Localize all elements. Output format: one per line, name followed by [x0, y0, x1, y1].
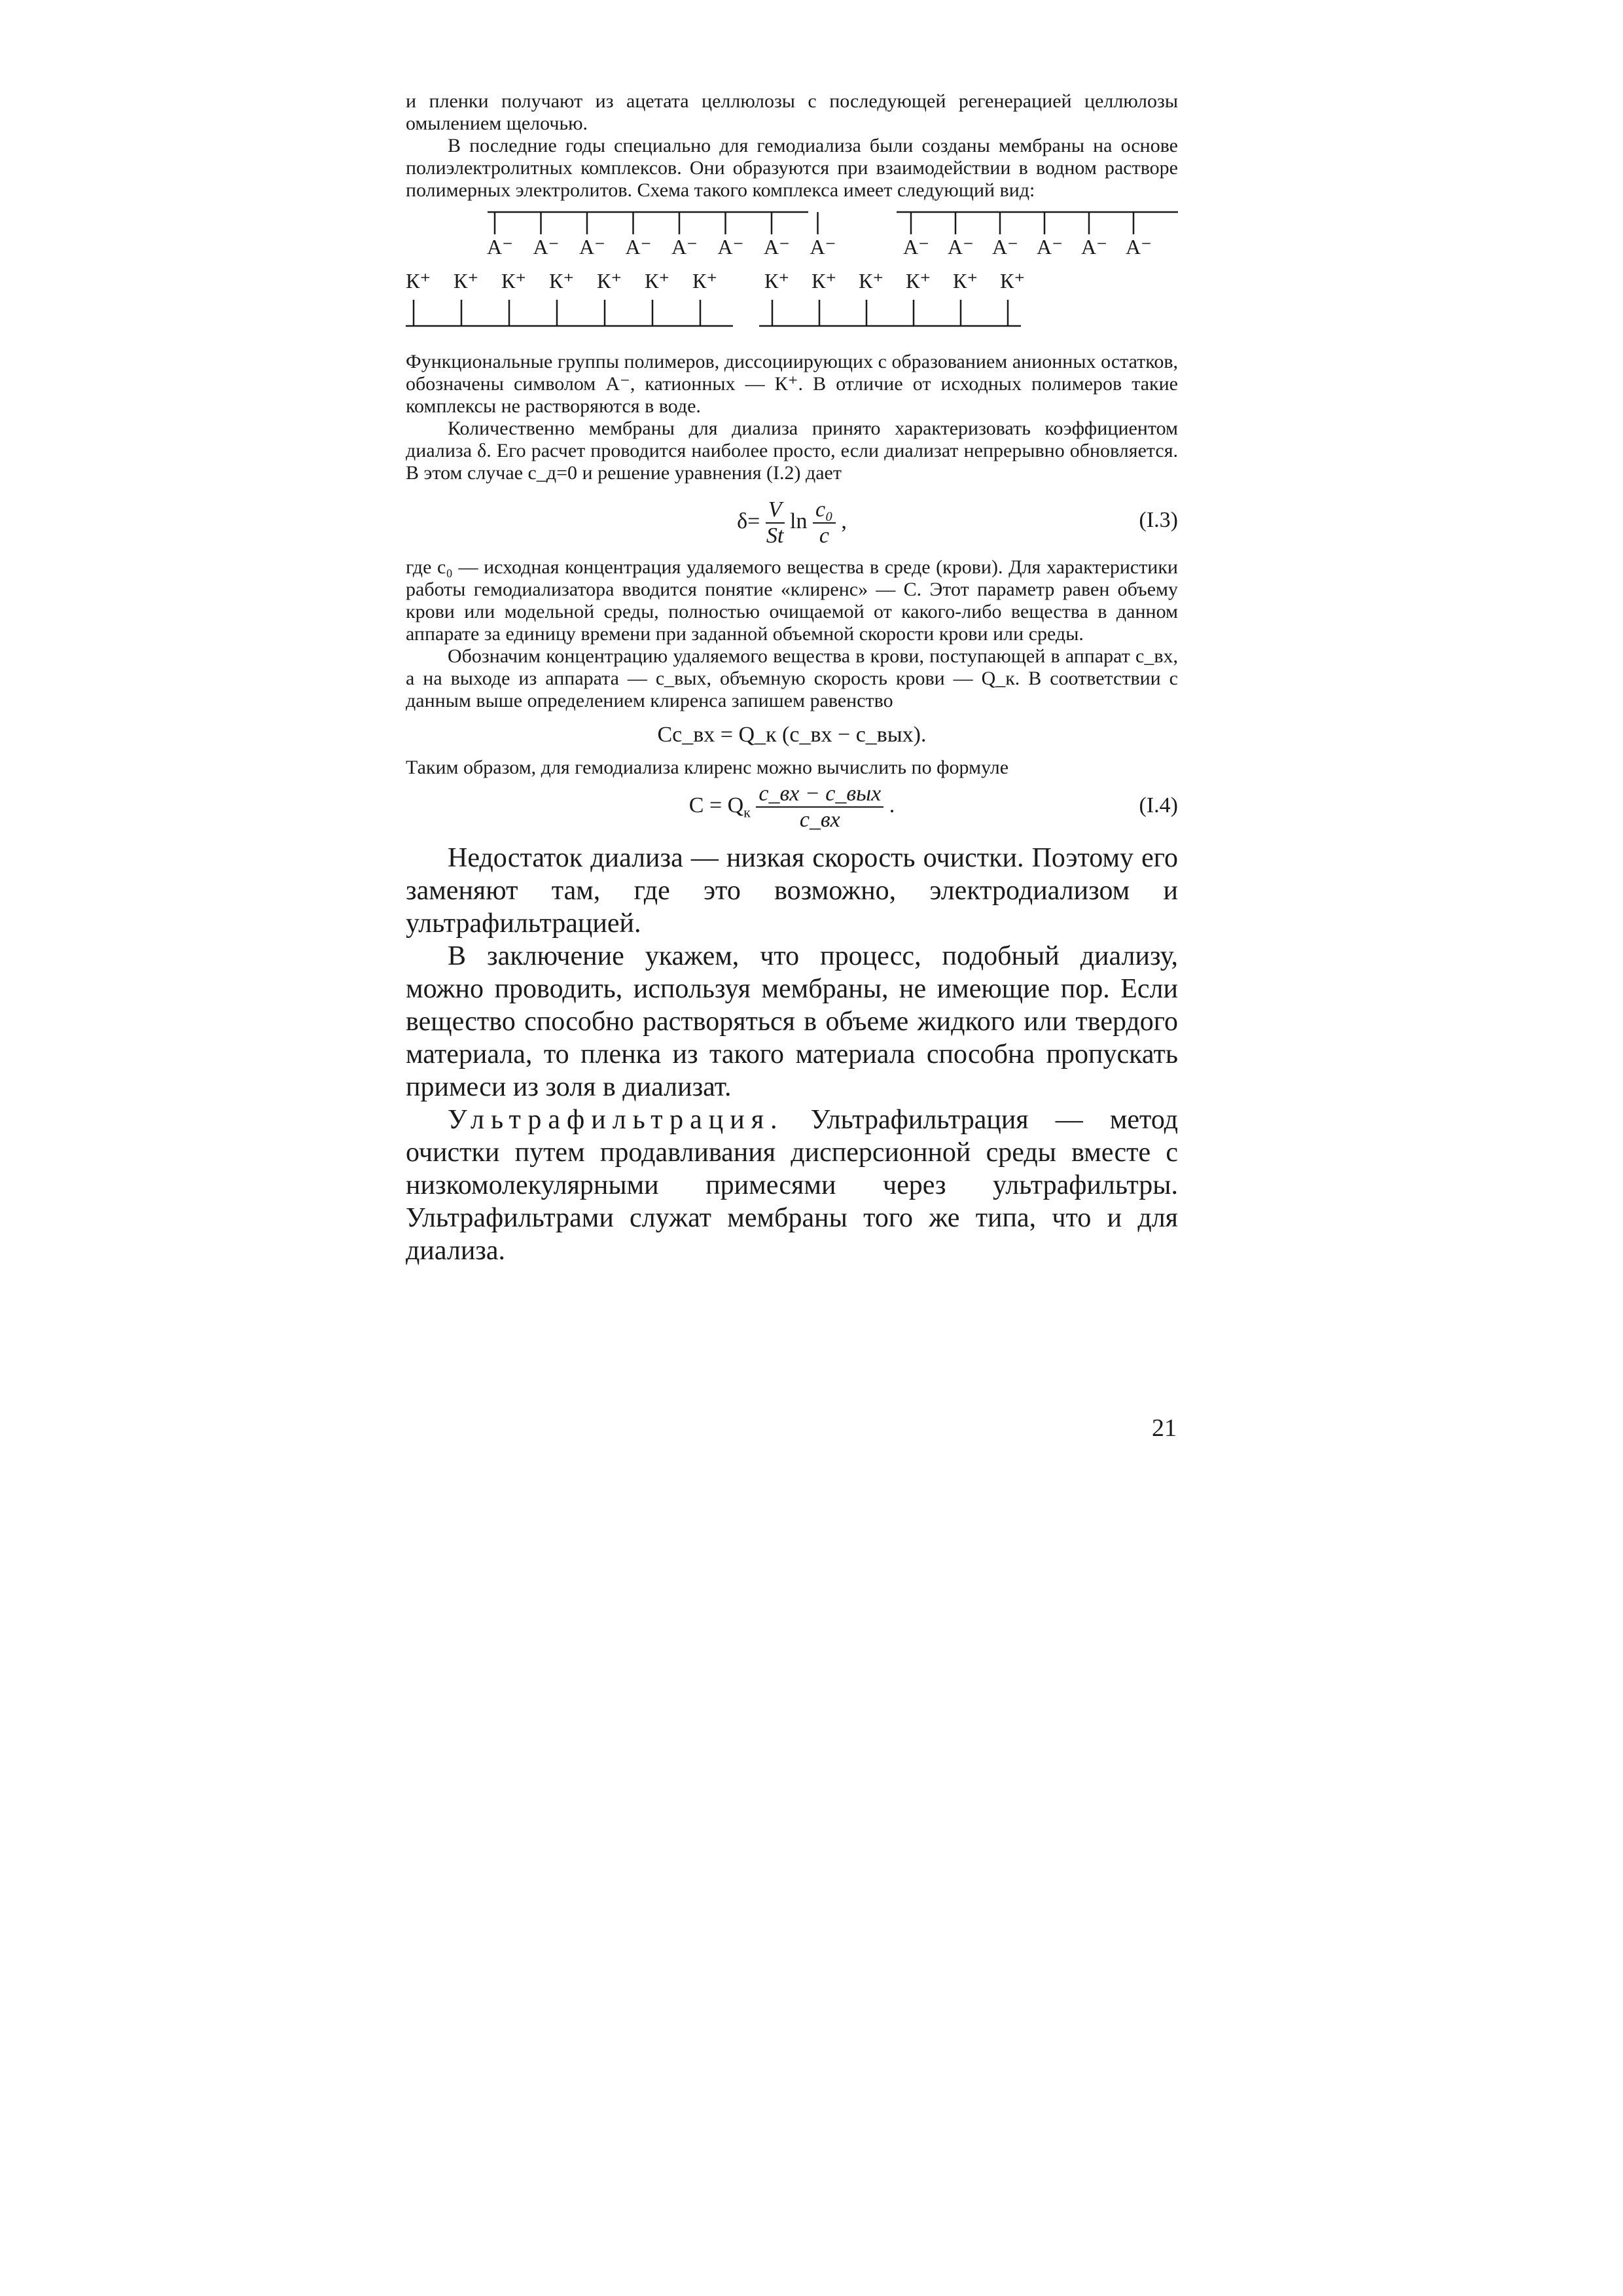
eq14-lhs: C = Q: [688, 793, 744, 817]
cation-label: К⁺: [549, 269, 575, 293]
small-text-block-2: [406, 351, 1178, 484]
cation-label: К⁺: [906, 269, 931, 293]
scheme-diagram: [406, 209, 1178, 339]
equation-number-1-4: (I.4): [1139, 793, 1178, 817]
eq13-fraction-1: [766, 497, 785, 548]
anion-label: А⁻: [948, 235, 974, 259]
cation-label: К⁺: [501, 269, 527, 293]
cation-label: К⁺: [859, 269, 884, 293]
paragraph-9: В заключение укажем, что процесс, подобный диализу, можно проводить, используя мембраны, не имеющие пор. Если вещество способно растворяться в объеме жидкого или твердого материала, то пленка из такого материала способна пропускать примеси из золя в диализат.: [406, 941, 1178, 1102]
paragraph-6: Обозначим концентрацию удаляемого вещества в крови, поступающей в аппарат c_вх, а на выходе из аппарата — c_вых, объемную скорость крови — Q_к. В соответствии с данным выше определением клиренса запишем равенство: [406, 645, 1178, 711]
cation-label: К⁺: [1000, 269, 1026, 293]
section-heading-ultrafiltration: Ультрафильтрация.: [448, 1105, 784, 1135]
paragraph-2: В последние годы специально для гемодиализа были созданы мембраны на основе полиэлектролитных комплексов. Они образуются при взаимодействии в водном растворе полимерных электролитов. Схема такого комплекса имеет следующий вид:: [406, 135, 1178, 201]
cation-label: К⁺: [406, 269, 431, 293]
equation-1-3: [406, 484, 1178, 556]
clearance-equation: Cc_вх = Q_к (c_вх − c_вых).: [657, 723, 927, 747]
anion-label: А⁻: [533, 235, 560, 259]
eq13-num: V: [766, 497, 785, 524]
anion-label: А⁻: [992, 235, 1018, 259]
eq13-num2: c₀: [813, 497, 836, 524]
anion-label: А⁻: [903, 235, 929, 259]
equation-1-4-body: [406, 781, 1178, 833]
cation-label: К⁺: [597, 269, 622, 293]
anion-label: А⁻: [1081, 235, 1107, 259]
anion-label: А⁻: [717, 235, 744, 259]
page-number: 21: [1152, 1414, 1177, 1442]
eq13-den2: c: [819, 524, 829, 548]
paragraph-4: Количественно мембраны для диализа принято характеризовать коэффициентом диализа δ. Его расчет проводится наиболее просто, если диализат непрерывно обновляется. В этом случае с_д=0 и решение уравнения (I.2) дает: [406, 418, 1178, 484]
anion-label: А⁻: [625, 235, 652, 259]
cation-label: К⁺: [812, 269, 837, 293]
equation-number-1-3: (I.3): [1139, 508, 1178, 532]
paragraph-8: Недостаток диализа — низкая скорость очистки. Поэтому его заменяют там, где это возможно, электродиализом и ультрафильтрацией.: [406, 843, 1178, 939]
paragraph-3: Функциональные группы полимеров, диссоциирующих с образованием анионных остатков, обозначены символом А⁻, катионных — К⁺. В отличие от исходных полимеров такие комплексы не растворяются в воде.: [406, 351, 1178, 417]
anion-label: А⁻: [671, 235, 698, 259]
small-text-block-4: [406, 757, 1178, 779]
equation-1-3-body: [406, 497, 1178, 548]
eq14-sub: к: [743, 804, 751, 821]
paragraph-10-body: Ультрафильтрация — метод очистки путем продавливания дисперсионной среды вместе с низкомолекулярными примесями через ультрафильтры. Ультрафильтрами служат мембраны того же типа, что и для диализа.: [406, 1105, 1178, 1266]
eq14-den: c_вх: [799, 808, 840, 832]
eq13-ln: ln: [790, 509, 813, 533]
eq14-num: c_вх − c_вых: [756, 781, 883, 808]
large-text-block: [406, 842, 1178, 1267]
eq14-tail: .: [889, 793, 895, 817]
eq13-fraction-2: [813, 497, 836, 548]
cation-label: К⁺: [692, 269, 718, 293]
page-content: [406, 90, 1178, 1267]
cation-label: К⁺: [454, 269, 479, 293]
small-text-block: [406, 90, 1178, 202]
anion-label: А⁻: [1126, 235, 1152, 259]
eq14-fraction: [756, 781, 883, 833]
paragraph-10: [406, 1103, 1178, 1267]
paragraph-5: где c₀ — исходная концентрация удаляемого вещества в среде (крови). Для характеристики работы гемодиализатора вводится понятие «клиренс» — С. Этот параметр равен объему крови или модельной среды, полностью очищаемой от какого-либо вещества в данном аппарате за единицу времени при заданной объемной скорости крови или среды.: [406, 556, 1178, 645]
cation-label: К⁺: [764, 269, 790, 293]
anion-label: А⁻: [487, 235, 513, 259]
anion-label: А⁻: [810, 235, 836, 259]
anion-label: А⁻: [764, 235, 790, 259]
small-text-block-3: [406, 556, 1178, 712]
anion-label: А⁻: [579, 235, 605, 259]
anion-label: А⁻: [1037, 235, 1063, 259]
eq13-tail: ,: [841, 509, 847, 533]
cation-label: К⁺: [953, 269, 978, 293]
polyelectrolyte-scheme: [406, 209, 1178, 339]
paragraph-7: Таким образом, для гемодиализа клиренс можно вычислить по формуле: [406, 757, 1009, 778]
cation-label: К⁺: [645, 269, 670, 293]
eq13-den: St: [766, 524, 784, 548]
eq13-lhs: δ=: [737, 509, 760, 533]
equation-1-4: [406, 779, 1178, 842]
paragraph-1: и пленки получают из ацетата целлюлозы с последующей регенерацией целлюлозы омылением щелочью.: [406, 90, 1178, 134]
